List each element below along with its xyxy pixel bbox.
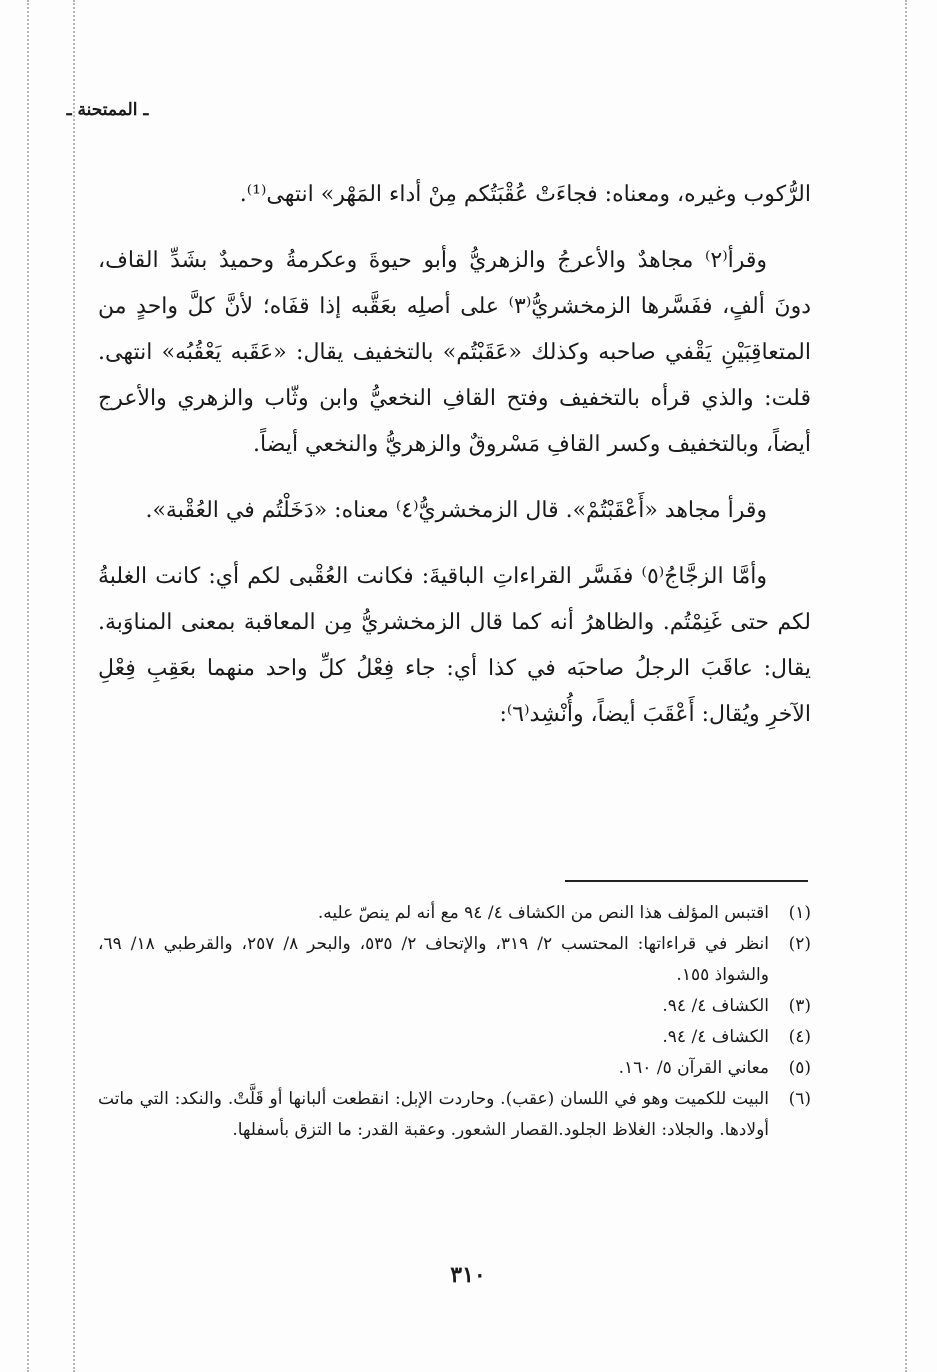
footnote xyxy=(98,1022,811,1053)
paragraph-4 xyxy=(98,554,811,738)
body-text xyxy=(98,172,811,758)
paragraph-1-text: الرُّكوب وغيره، ومعناه: فجاءَتْ عُقْبَتُكم مِنْ أداء المَهْر» انتهى⁽¹⁾. xyxy=(239,182,811,207)
footnote xyxy=(98,898,811,929)
right-margin-dots xyxy=(905,0,907,1372)
paragraph-3 xyxy=(98,488,811,534)
paragraph-2 xyxy=(98,238,811,468)
footnote-text: انظر في قراءاتها: المحتسب ٢/ ٣١٩، والإتحاف ٢/ ٥٣٥، والبحر ٨/ ٢٥٧، والقرطبي ١٨/ ٦٩، والشواذ ١٥٥. xyxy=(98,934,770,985)
footnote-text: البيت للكميت وهو في اللسان (عقب). وحاردت الإبل: انقطعت ألبانها أو قَلَّتْ. والنكد: التي ماتت أولادها. والجلاد: الغلاظ الجلود.القصار الشعور. وعقبة القدر: ما التزق بأسفلها. xyxy=(98,1089,769,1140)
footnote xyxy=(98,991,811,1022)
footnote-number: (٣) xyxy=(788,996,811,1016)
footnote-number: (٢) xyxy=(788,934,811,954)
footnote-text: الكشاف ٤/ ٩٤. xyxy=(662,1027,769,1047)
page-number: ٣١٠ xyxy=(450,1262,486,1288)
paragraph-2-text: وقرأ⁽٢⁾ مجاهدٌ والأعرجُ والزهريُّ وأبو حيوةَ وعكرمةُ وحميدٌ بشَدِّ القاف، دونَ ألفٍ، ففَسَّرها الزمخشريُّ⁽٣⁾ على أصلِه بعَقَّبه إذا قفَاه؛ لأنَّ كلَّ واحدٍ من المتعاقِبَيْنِ يَقْفي صاحبه وكذلك «عَقَبْتُم» بالتخفيف يقال: «عَقَبه يَعْقُبُه» انتهى. قلت: والذي قرأه بالتخفيف وفتح القافِ النخعيُّ وابن وثّاب والزهري والأعرج أيضاً، وبالتخفيف وكسر القافِ مَسْروقٌ والزهريُّ والنخعي أيضاً. xyxy=(98,248,811,457)
footnote-divider xyxy=(565,880,808,882)
footnote-text: الكشاف ٤/ ٩٤. xyxy=(662,996,769,1016)
footnote-number: (٤) xyxy=(788,1027,811,1047)
footnote-text: معاني القرآن ٥/ ١٦٠. xyxy=(618,1058,769,1078)
footnote-text: اقتبس المؤلف هذا النص من الكشاف ٤/ ٩٤ مع أنه لم ينصّ عليه. xyxy=(317,903,769,923)
inner-margin-dots xyxy=(73,0,75,1372)
running-head: ـ الممتحنة ـ xyxy=(66,100,149,120)
footnote xyxy=(98,1053,811,1084)
footnotes xyxy=(98,898,811,1146)
footnote xyxy=(98,1084,811,1146)
paragraph-1 xyxy=(98,172,811,218)
paragraph-3-text: وقرأ مجاهد «أَعْقَبْتُمْ». قال الزمخشريُّ⁽٤⁾ معناه: «دَخَلْتُم في العُقْبة». xyxy=(145,498,767,523)
footnote-number: (١) xyxy=(788,903,811,923)
footnote xyxy=(98,929,811,991)
paragraph-4-text: وأمَّا الزجَّاجُ⁽٥⁾ ففَسَّر القراءاتِ الباقيةَ: فكانت العُقْبى لكم أي: كانت الغلبةُ لكم حتى غَنِمْتُم. والظاهرُ أنه كما قال الزمخشريُّ مِن المعاقبة بمعنى المناوَبة. يقال: عاقَبَ الرجلُ صاحبَه في كذا أي: جاء فِعْلُ كلِّ واحد منهما بعَقِبِ فِعْلِ الآخرِ ويُقال: أَعْقَبَ أيضاً، وأُنْشِد⁽٦⁾: xyxy=(98,564,811,727)
footnote-number: (٥) xyxy=(788,1058,811,1078)
footnote-number: (٦) xyxy=(788,1089,811,1109)
left-margin-dots xyxy=(27,0,29,1372)
